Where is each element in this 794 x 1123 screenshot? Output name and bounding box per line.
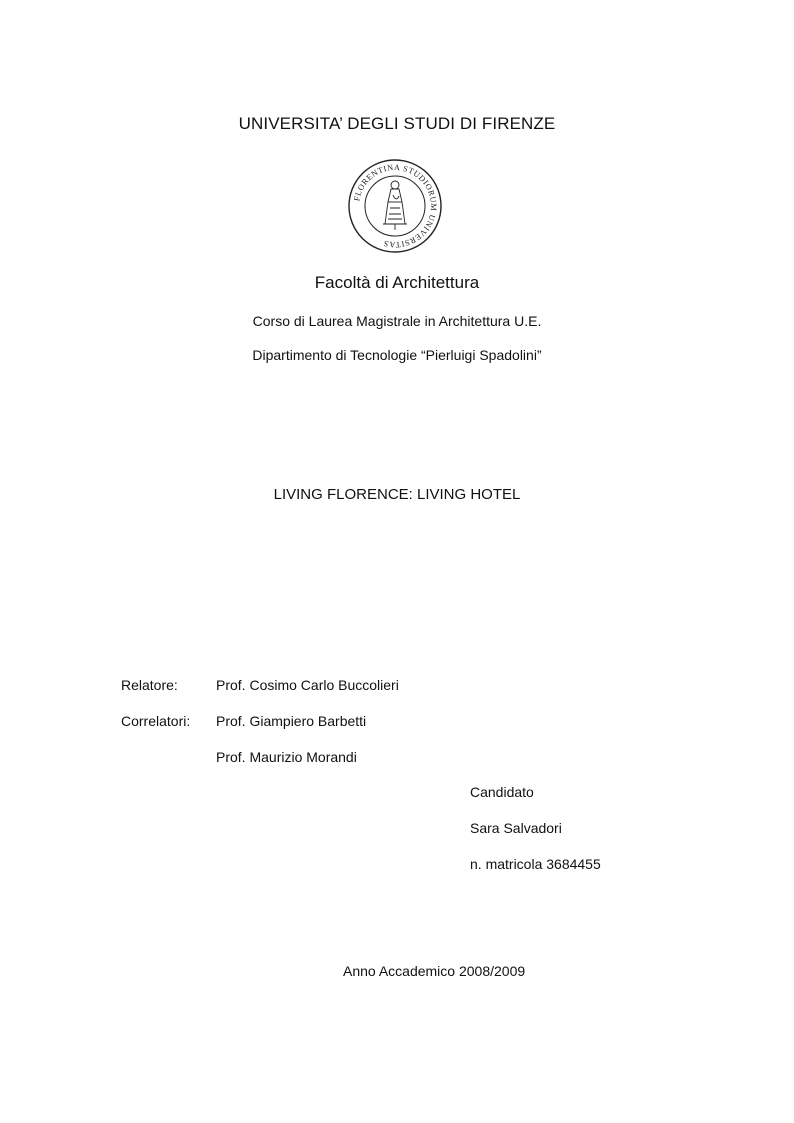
svg-text:FLORENTINA STUDIORUM UNIVERSIT: FLORENTINA STUDIORUM UNIVERSITAS: [352, 162, 439, 250]
relatore-name: Prof. Cosimo Carlo Buccolieri: [216, 677, 399, 693]
university-name: UNIVERSITA’ DEGLI STUDI DI FIRENZE: [238, 114, 556, 133]
candidate-label: Candidato: [470, 784, 534, 800]
faculty-name: Facoltà di Architettura: [314, 273, 480, 292]
university-seal-icon: [347, 158, 443, 254]
correlatore-name: Prof. Giampiero Barbetti: [216, 713, 367, 729]
candidate-matricola: n. matricola 3684455: [470, 856, 601, 872]
department: Dipartimento di Tecnologie “Pierluigi Spadolini”: [252, 347, 542, 363]
candidate-name: Sara Salvadori: [470, 820, 562, 836]
relatore-label: Relatore:: [121, 677, 178, 693]
academic-year: Anno Accademico 2008/2009: [343, 963, 526, 979]
degree-course: Corso di Laurea Magistrale in Architettura U.E.: [252, 313, 542, 329]
thesis-title: LIVING FLORENCE: LIVING HOTEL: [273, 486, 521, 503]
correlatore-name: Prof. Maurizio Morandi: [216, 749, 357, 765]
correlatori-label: Correlatori:: [121, 713, 191, 729]
